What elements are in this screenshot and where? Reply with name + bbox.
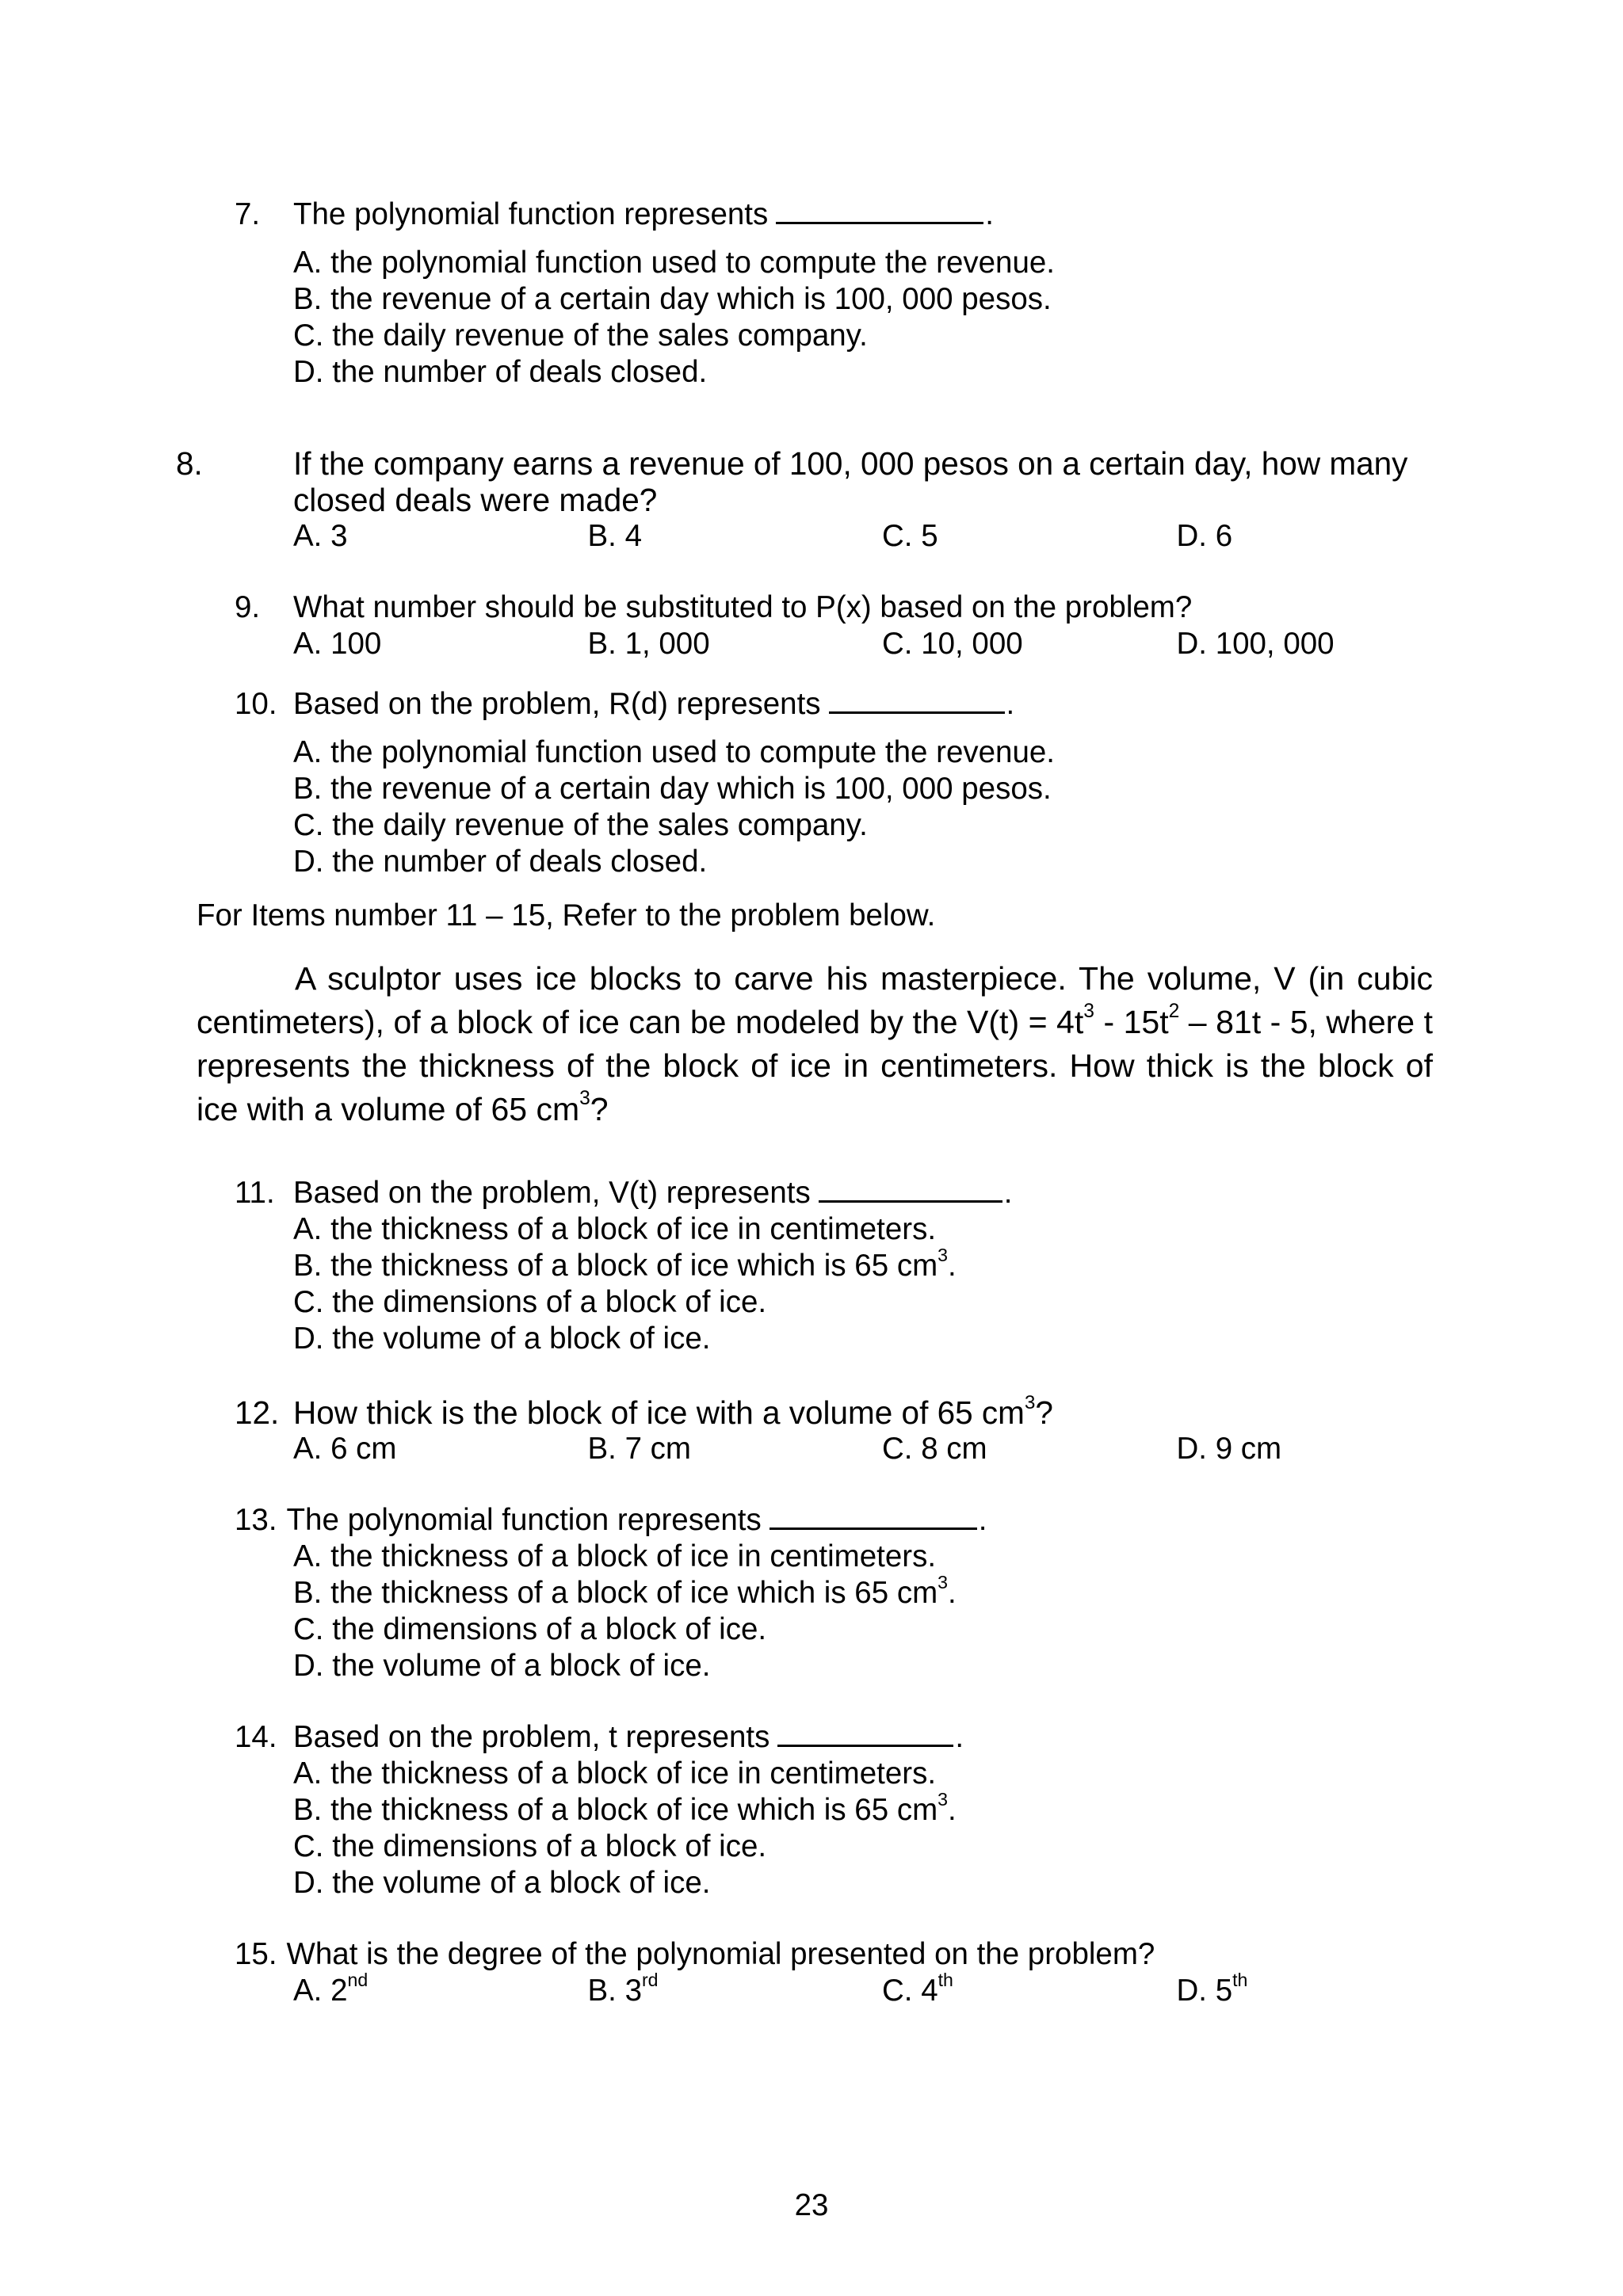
- question-stem: [235, 1936, 1471, 1973]
- ordinal-suffix: th: [938, 1969, 953, 1990]
- option-d: D. 6: [1176, 519, 1233, 553]
- options: [235, 1756, 1471, 1901]
- exponent-3: 3: [1024, 1391, 1036, 1413]
- question-text: If the company earns a revenue of 100, 000 pesos on a certain day, how many closed deals were made?: [293, 445, 1408, 518]
- question-14: [235, 1719, 1471, 1901]
- question-number: 15.: [235, 1937, 277, 1971]
- answer-blank: [777, 1721, 953, 1747]
- options: [235, 1431, 1471, 1467]
- question-stem: [235, 686, 1471, 723]
- option-text: B. the thickness of a block of ice which is 65 cm: [293, 1793, 938, 1827]
- option-b: B. the revenue of a certain day which is 100, 000 pesos.: [293, 282, 1052, 316]
- options: [235, 734, 1471, 880]
- option-d: [1176, 1969, 1472, 2009]
- option-d: D. the volume of a block of ice.: [293, 1866, 711, 1900]
- option-a: A. 3: [293, 519, 348, 553]
- question-stem: [235, 1719, 1471, 1756]
- option-d: D. the volume of a block of ice.: [293, 1322, 711, 1356]
- option-a: A. the thickness of a block of ice in centimeters.: [293, 1756, 937, 1791]
- option-b: B. the revenue of a certain day which is 100, 000 pesos.: [293, 772, 1052, 806]
- option-c: C. 8 cm: [882, 1432, 987, 1466]
- period: .: [948, 1576, 957, 1610]
- exponent-3: 3: [1083, 1001, 1094, 1023]
- question-number: 12.: [235, 1394, 280, 1431]
- exponent-3: 3: [579, 1088, 590, 1110]
- question-stem: [235, 589, 1471, 626]
- option-a: A. the thickness of a block of ice in centimeters.: [293, 1212, 937, 1246]
- options: [235, 1211, 1471, 1357]
- option-c: C. 10, 000: [882, 627, 1023, 661]
- period: .: [978, 1503, 987, 1537]
- question-12: [235, 1391, 1471, 1467]
- option-c: C. the dimensions of a block of ice.: [293, 1612, 767, 1646]
- option-a: A. 100: [293, 627, 382, 661]
- answer-blank: [819, 1177, 1002, 1203]
- exponent-3: 3: [938, 1571, 948, 1592]
- question-number: 8.: [176, 445, 203, 482]
- option-c: C. the daily revenue of the sales company.: [293, 318, 868, 353]
- question-text: What is the degree of the polynomial presented on the problem?: [286, 1937, 1155, 1971]
- options: [235, 518, 1471, 555]
- question-8: [176, 445, 1471, 555]
- period: .: [1003, 1176, 1013, 1210]
- option-a: A. the thickness of a block of ice in centimeters.: [293, 1539, 937, 1573]
- period: .: [948, 1793, 957, 1827]
- option-d: D. the volume of a block of ice.: [293, 1649, 711, 1683]
- option-d: D. the number of deals closed.: [293, 355, 708, 389]
- period: .: [985, 197, 994, 231]
- option-c: C. 5: [882, 519, 938, 553]
- ordinal-suffix: rd: [641, 1969, 659, 1990]
- option-c: [882, 1969, 1177, 2009]
- question-number: 11.: [235, 1176, 275, 1210]
- question-mark: ?: [1035, 1394, 1053, 1431]
- problem-paragraph: [197, 957, 1433, 1131]
- page-number: 23: [794, 2188, 829, 2222]
- section-intro: For Items number 11 – 15, Refer to the problem below.: [197, 898, 936, 933]
- question-text: The polynomial function represents: [293, 197, 769, 231]
- option-b: B. 7 cm: [587, 1432, 692, 1466]
- option-b: [587, 1969, 883, 2009]
- question-text: The polynomial function represents: [286, 1503, 762, 1537]
- option-text: D. 5: [1176, 1974, 1233, 2008]
- question-number: 9.: [235, 590, 261, 624]
- option-d: D. 100, 000: [1176, 627, 1335, 661]
- options: [235, 245, 1471, 391]
- problem-text-1: A sculptor uses ice blocks to carve his masterpiece. The volume, V (in cubic centimeters), of a block of ice can be modeled by the V(t) = 4t: [197, 960, 1433, 1040]
- question-text: Based on the problem, t represents: [293, 1720, 770, 1754]
- option-d: D. 9 cm: [1176, 1432, 1282, 1466]
- question-text: How thick is the block of ice with a volume of 65 cm: [293, 1394, 1025, 1431]
- period: .: [955, 1720, 964, 1754]
- problem-text-2: - 15t: [1094, 1004, 1169, 1040]
- option-c: C. the daily revenue of the sales company.: [293, 808, 868, 842]
- question-text: What number should be substituted to P(x) based on the problem?: [293, 590, 1193, 624]
- question-13: [235, 1502, 1471, 1684]
- answer-blank: [829, 688, 1005, 714]
- exponent-2: 2: [1168, 1001, 1180, 1023]
- question-11: [235, 1175, 1471, 1357]
- option-text: C. 4: [882, 1974, 938, 2008]
- option-c: C. the dimensions of a block of ice.: [293, 1829, 767, 1863]
- period: .: [948, 1249, 957, 1283]
- option-a: A. the polynomial function used to compute the revenue.: [293, 735, 1055, 769]
- question-7: [235, 196, 1471, 391]
- option-b: [293, 1571, 1471, 1611]
- answer-blank: [776, 198, 983, 224]
- exponent-3: 3: [938, 1244, 948, 1265]
- question-text: Based on the problem, V(t) represents: [293, 1176, 811, 1210]
- question-9: [235, 589, 1471, 662]
- question-stem: [235, 196, 1471, 233]
- question-number: 7.: [235, 197, 261, 231]
- option-b: [293, 1788, 1471, 1829]
- period: .: [1006, 687, 1015, 721]
- question-stem: [176, 445, 1471, 518]
- option-c: C. the dimensions of a block of ice.: [293, 1285, 767, 1319]
- question-number: 13.: [235, 1503, 277, 1537]
- question-10: [235, 686, 1471, 880]
- option-text: B. the thickness of a block of ice which is 65 cm: [293, 1576, 938, 1610]
- question-number: 10.: [235, 687, 277, 721]
- answer-blank: [769, 1504, 977, 1530]
- exponent-3: 3: [938, 1788, 948, 1810]
- question-text: Based on the problem, R(d) represents: [293, 687, 821, 721]
- option-text: B. 3: [587, 1974, 642, 2008]
- question-stem: [235, 1391, 1471, 1431]
- option-a: A. 6 cm: [293, 1432, 397, 1466]
- option-text: B. the thickness of a block of ice which is 65 cm: [293, 1249, 938, 1283]
- ordinal-suffix: th: [1232, 1969, 1248, 1990]
- option-b: [293, 1244, 1471, 1284]
- option-b: B. 1, 000: [587, 627, 710, 661]
- question-number: 14.: [235, 1720, 277, 1754]
- options: [235, 1539, 1471, 1684]
- options: [235, 1969, 1471, 2009]
- option-text: A. 2: [293, 1974, 348, 2008]
- option-d: D. the number of deals closed.: [293, 845, 708, 879]
- question-15: [235, 1936, 1471, 2009]
- question-stem: [235, 1175, 1471, 1211]
- options: [235, 626, 1471, 662]
- question-stem: [235, 1502, 1471, 1539]
- problem-text-3: – 81t - 5, where t represents the thickness of the block of ice in centimeters. How thick is the block of ice with a volume of 65 cm: [197, 1004, 1433, 1127]
- problem-text-4: ?: [590, 1091, 609, 1127]
- ordinal-suffix: nd: [347, 1969, 369, 1990]
- option-a: [293, 1969, 588, 2009]
- option-b: B. 4: [587, 519, 642, 553]
- option-a: A. the polynomial function used to compute the revenue.: [293, 246, 1055, 280]
